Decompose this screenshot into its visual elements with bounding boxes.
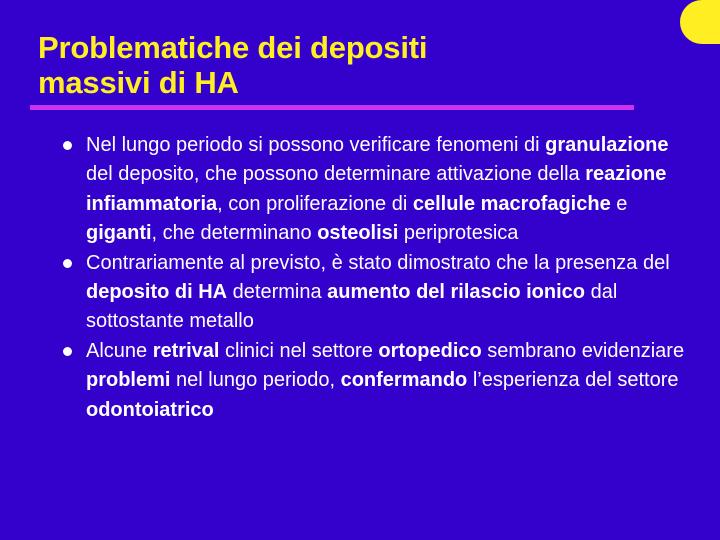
bullet-text: e [610,192,628,215]
bullet-text: del deposito, che possono determinare attivazione della [86,163,586,186]
bullet-text: Alcune [86,339,153,362]
bullet-item [60,337,700,425]
bullet-bold-text: reazione infiammatoria [86,163,667,215]
bullet-item [60,131,700,249]
bullet-dot-icon [63,259,72,268]
bullet-bold-text: osteolisi [317,222,399,245]
bullet-dot-icon [63,347,72,356]
bullet-bold-text: granulazione [545,134,669,156]
bullet-text: Nel lungo periodo si possono verificare fenomeni di [86,134,546,156]
slide-title [38,30,427,100]
bullet-text: l’esperienza del settore [467,369,679,392]
bullet-text: clinici nel settore [219,339,379,362]
bullet-text: dal sottostante metallo [86,281,618,333]
bullet-item [60,249,700,337]
bullet-text: , che determinano [151,222,318,245]
bullet-bold-text: cellule macrofagiche [412,192,611,215]
bullet-text: Contrariamente al previsto, è stato dimostrato che la presenza del [86,251,670,274]
bullet-bold-text: odontoiatrico [86,398,214,421]
bullet-bold-text: aumento del rilascio ionico [327,281,586,304]
bullet-bold-text: problemi [86,369,171,392]
bullet-list [60,131,700,425]
bullet-text: periprotesica [398,222,519,245]
decorative-yellow-circle [680,0,720,44]
bullet-text: nel lungo periodo, [170,369,341,392]
bullet-text: sembrano evidenziare [481,339,685,362]
bullet-bold-text: confermando [340,369,468,392]
bullet-bold-text: deposito di HA [86,281,228,304]
bullet-bold-text: ortopedico [378,339,482,362]
title-line-1: Problematiche dei depositi [38,30,428,65]
title-underline-rule [30,105,634,110]
bullet-bold-text: giganti [86,222,152,245]
bullet-text: , con proliferazione di [217,192,413,215]
bullet-text: determina [227,281,328,304]
bullet-bold-text: retrival [152,339,220,362]
bullet-dot-icon [63,141,72,150]
title-line-2: massivi di HA [38,65,239,100]
